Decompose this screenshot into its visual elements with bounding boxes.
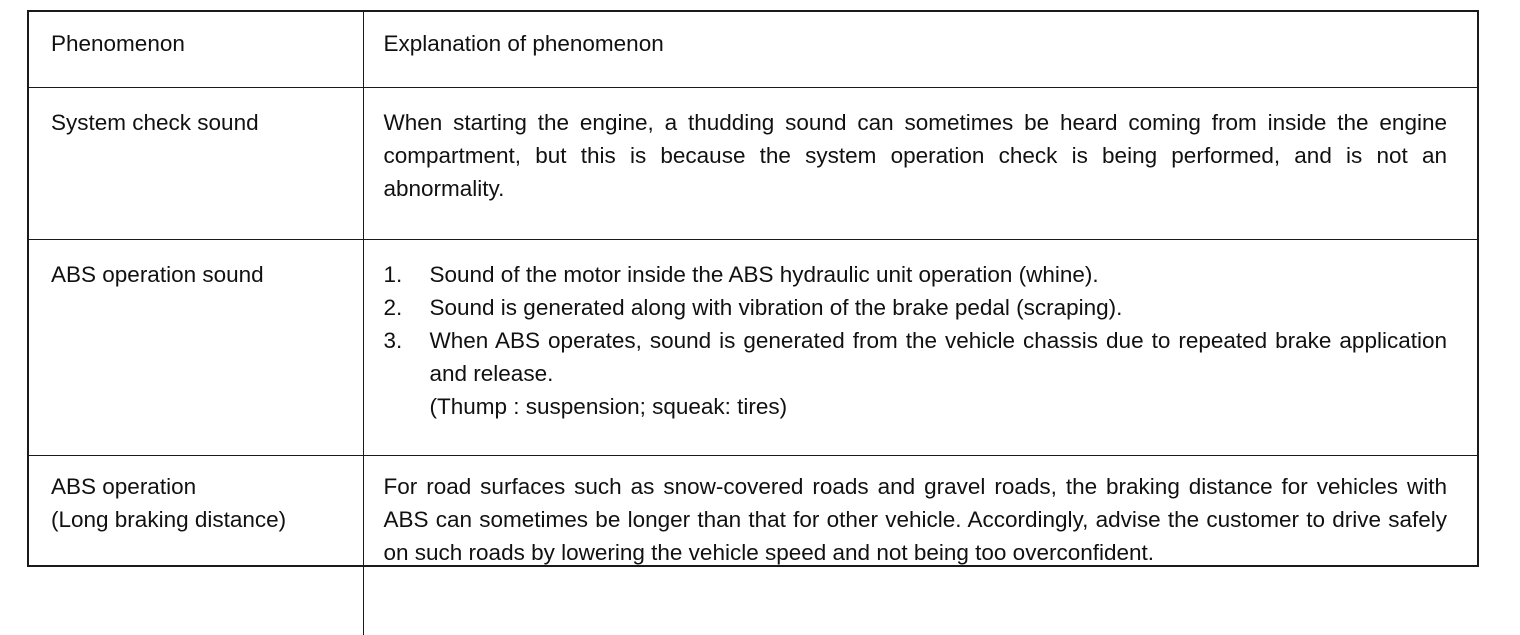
list-item (384, 291, 1448, 324)
list-item (384, 324, 1448, 390)
explanation-steps (384, 258, 1448, 390)
list-item (384, 258, 1448, 291)
phenomenon-label: ABS operation sound (51, 262, 264, 287)
phenomenon-table (27, 10, 1479, 567)
table-row (29, 240, 1477, 456)
phenomenon-label: ABS operation (51, 470, 355, 503)
step-number: 1. (384, 258, 424, 291)
phenomenon-label: System check sound (51, 110, 259, 135)
step-text: When ABS operates, sound is generated from the vehicle chassis due to repeated brake application and release. (430, 328, 1448, 386)
phenomenon-cell (29, 240, 363, 456)
step-text: Sound is generated along with vibration of the brake pedal (scraping). (430, 295, 1123, 320)
phenomenon-cell (29, 88, 363, 240)
phenomenon-cell (29, 456, 363, 635)
table-header-row (29, 12, 1477, 88)
step-number: 2. (384, 291, 424, 324)
step-note: (Thump : suspension; squeak: tires) (384, 390, 1448, 423)
explanation-text: When starting the engine, a thudding sound can sometimes be heard coming from inside the engine compartment, but this is because the system operation check is being performed, and is not an abnormality. (384, 110, 1448, 201)
header-explanation (363, 12, 1477, 88)
header-phenomenon-label: Phenomenon (51, 31, 185, 56)
table-row (29, 88, 1477, 240)
phenomenon-sublabel: (Long braking distance) (51, 503, 355, 536)
explanation-text: For road surfaces such as snow-covered roads and gravel roads, the braking distance for vehicles with ABS can sometimes be longer than that for other vehicle. Accordingly, advise the customer to drive safely on such roads by lowering the vehicle speed and not being too overconfident. (384, 474, 1448, 565)
explanation-cell (363, 240, 1477, 456)
explanation-cell (363, 456, 1477, 635)
header-phenomenon (29, 12, 363, 88)
step-text: Sound of the motor inside the ABS hydraulic unit operation (whine). (430, 262, 1099, 287)
explanation-cell (363, 88, 1477, 240)
header-explanation-label: Explanation of phenomenon (384, 31, 664, 56)
step-number: 3. (384, 324, 424, 357)
table-grid (29, 12, 1477, 635)
table-row (29, 456, 1477, 635)
